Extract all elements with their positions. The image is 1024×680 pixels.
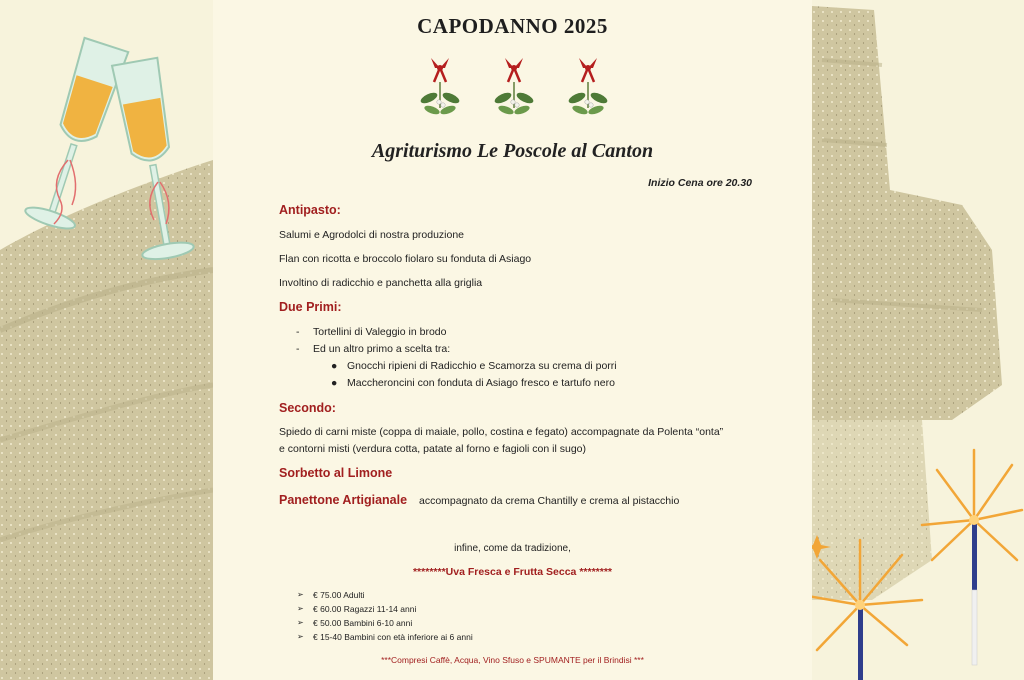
panettone-description: accompagnato da crema Chantilly e crema al pistacchio (419, 495, 680, 507)
mistletoe-row (413, 56, 613, 120)
antipasto-item: Flan con ricotta e broccolo fiolaro su fonduta di Asiago (279, 253, 532, 265)
price-item: € 75.00 Adulti (313, 590, 365, 600)
start-time: Inizio Cena ore 20.30 (648, 177, 752, 189)
price-item: € 50.00 Bambini 6-10 anni (313, 618, 413, 628)
mistletoe-icon (565, 56, 611, 120)
tradition-line: infine, come da tradizione, (454, 543, 571, 554)
mistletoe-icon (491, 56, 537, 120)
primi-choice: Maccheroncini con fonduta di Asiago fresco e tartufo nero (347, 377, 615, 389)
included-note: ***Compresi Caffè, Acqua, Vino Sfuso e SPUMANTE per il Brindisi *** (381, 655, 644, 665)
right-decor-panel (812, 0, 1024, 680)
section-antipasto-heading: Antipasto: (279, 203, 341, 217)
antipasto-item: Salumi e Agrodolci di nostra produzione (279, 229, 465, 241)
sparklers-icon (812, 430, 1024, 680)
primi-item: Tortellini di Valeggio in brodo (313, 326, 447, 338)
mistletoe-icon (417, 56, 463, 120)
dash-bullet: - (296, 326, 300, 338)
arrow-bullet-icon: ➢ (297, 604, 304, 613)
section-secondo-heading: Secondo: (279, 401, 336, 415)
primi-item: Ed un altro primo a scelta tra: (313, 343, 451, 355)
champagne-glasses-icon (0, 0, 213, 290)
primi-choice: Gnocchi ripieni di Radicchio e Scamorza su crema di porri (347, 360, 617, 372)
dash-bullet: - (296, 343, 300, 355)
left-decor-panel (0, 0, 213, 680)
venue-name: Agriturismo Le Poscole al Canton (371, 140, 654, 162)
dot-bullet: ● (331, 377, 338, 389)
secondo-line: Spiedo di carni miste (coppa di maiale, pollo, costina e fegato) accompagnate da Polenta “onta” (279, 426, 724, 438)
dot-bullet: ● (331, 360, 338, 372)
antipasto-item: Involtino di radicchio e panchetta alla griglia (279, 277, 483, 289)
arrow-bullet-icon: ➢ (297, 632, 304, 641)
fruit-line: ********Uva Fresca e Frutta Secca ******** (412, 566, 613, 578)
section-sorbetto-heading: Sorbetto al Limone (279, 466, 393, 480)
section-primi-heading: Due Primi: (279, 300, 342, 314)
section-panettone-heading: Panettone Artigianale (279, 493, 408, 507)
price-item: € 60.00 Ragazzi 11-14 anni (313, 604, 417, 614)
secondo-line: e contorni misti (verdura cotta, patate al forno e fagioli con il sugo) (279, 443, 586, 455)
menu-card (213, 0, 812, 680)
price-item: € 15-40 Bambini con età inferiore ai 6 anni (313, 632, 473, 642)
arrow-bullet-icon: ➢ (297, 618, 304, 627)
arrow-bullet-icon: ➢ (297, 590, 304, 599)
page-title: CAPODANNO 2025 (417, 14, 608, 38)
